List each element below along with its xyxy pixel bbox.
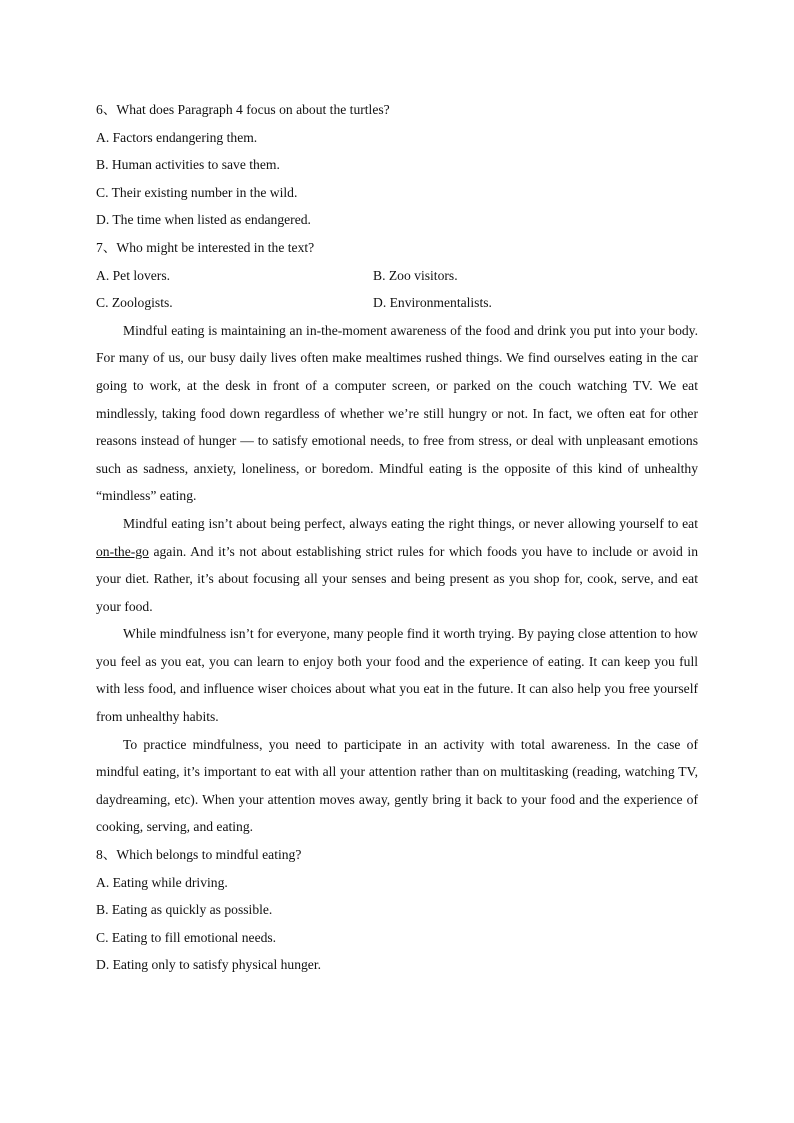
question-8-option-b: B. Eating as quickly as possible. (96, 902, 273, 918)
question-7-option-b: B. Zoo visitors. (373, 267, 458, 283)
question-6-option-d: D. The time when listed as endangered. (96, 212, 311, 228)
question-6-option-c: C. Their existing number in the wild. (96, 184, 298, 200)
passage-paragraph-1: Mindful eating is maintaining an in-the-moment awareness of the food and drink you put into your body. For many of us, our busy daily lives often make mealtimes rushed things. We find ourselves eating in the car going to work, at the desk in front of a computer screen, or parked on the couch watching TV. We eat mindlessly, taking food down regardless of whether we’re still hungry or not. In fact, we often eat for other reasons instead of hunger — to satisfy emotional needs, to free from stress, or deal with unpleasant emotions such as sadness, anxiety, loneliness, or boredom. Mindful eating is the opposite of this kind of unhealthy “mindless” eating. (96, 322, 698, 504)
passage-paragraph-2-start: Mindful eating isn’t about being perfect, always eating the right things, or never allowing yourself to eat (123, 515, 698, 531)
passage-paragraph-3: While mindfulness isn’t for everyone, many people find it worth trying. By paying close attention to how you feel as you eat, you can learn to enjoy both your food and the experience of eating. It can keep you full with less food, and influence wiser choices about what you eat in the future. It can also help you free yourself from unhealthy habits. (96, 626, 698, 725)
question-8 (96, 841, 698, 979)
question-7-option-d: D. Environmentalists. (373, 295, 492, 311)
question-8-stem: 8、Which belongs to mindful eating? (96, 847, 302, 863)
question-7 (96, 234, 698, 317)
question-6-option-a: A. Factors endangering them. (96, 129, 258, 145)
question-6-stem: 6、What does Paragraph 4 focus on about the turtles? (96, 102, 390, 117)
question-7-stem: 7、Who might be interested in the text? (96, 239, 315, 255)
passage-paragraph-4: To practice mindfulness, you need to participate in an activity with total awareness. In the case of mindful eating, it’s important to eat with all your attention rather than on multitasking (reading, watching TV, daydreaming, etc). When your attention moves away, gently bring it back to your food and the experience of cooking, serving, and eating. (96, 736, 698, 835)
exam-page (96, 96, 698, 979)
question-7-options (96, 262, 698, 317)
question-6 (96, 96, 698, 234)
question-7-option-c: C. Zoologists. (96, 295, 173, 311)
question-6-option-b: B. Human activities to save them. (96, 157, 280, 173)
question-8-option-a: A. Eating while driving. (96, 874, 228, 890)
passage-paragraph-2 (96, 510, 698, 620)
underlined-phrase: on-the-go (96, 543, 149, 559)
question-8-option-c: C. Eating to fill emotional needs. (96, 929, 277, 945)
question-8-option-d: D. Eating only to satisfy physical hunger. (96, 957, 322, 973)
question-7-option-a: A. Pet lovers. (96, 267, 171, 283)
reading-passage (96, 317, 698, 841)
passage-paragraph-2-end: again. And it’s not about establishing strict rules for which foods you have to include or avoid in your diet. Rather, it’s about focusing all your senses and being present as you shop for, cook, serve, and eat your food. (96, 543, 698, 614)
